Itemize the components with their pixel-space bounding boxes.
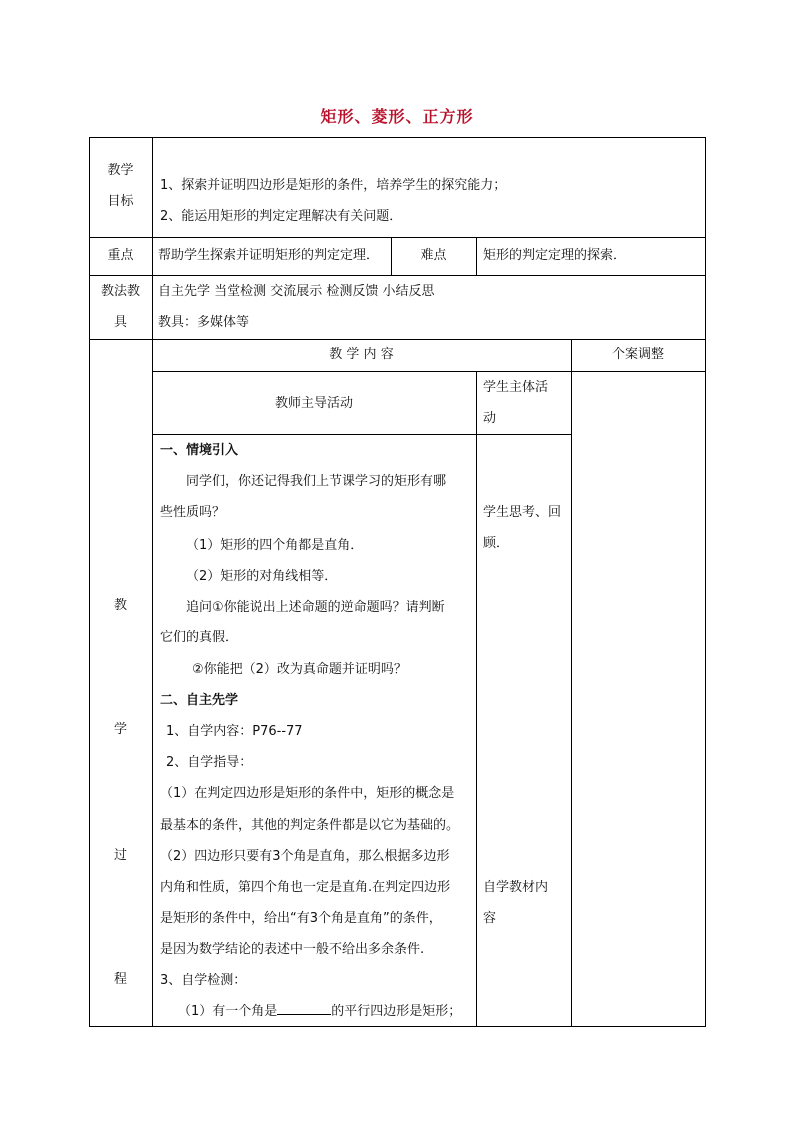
method-label-line: 教法教: [100, 284, 140, 299]
teacher-line: 追问①你能说出上述命题的逆命题吗？请判断: [186, 600, 445, 615]
teacher-line: （2）矩形的对角线相等．: [186, 569, 338, 584]
table-rule: [476, 237, 477, 275]
teacher-line: 最基本的条件，其他的判定条件都是以它为基础的。: [160, 818, 460, 833]
difficulty-text: 矩形的判定定理的探索．: [483, 248, 627, 263]
teacher-line: 是矩形的条件中，给出“有3个角是直角”的条件，: [160, 911, 442, 926]
student-activity: [483, 497, 561, 559]
check-question: [178, 996, 461, 1027]
table-rule: [571, 339, 572, 1026]
teacher-header: 教师主导活动: [274, 396, 353, 411]
check-prefix: （1）有一个角是: [178, 1004, 278, 1019]
table-rule: [705, 137, 706, 1026]
method-line: 教具：多媒体等: [158, 315, 250, 330]
goal-label-line: 目标: [107, 194, 134, 209]
table-rule: [476, 371, 477, 1026]
student-activity-line: 顾．: [483, 536, 510, 551]
section-heading: 二、自主先学: [160, 693, 239, 708]
teacher-line: 它们的真假．: [160, 630, 239, 645]
adjust-header: 个案调整: [611, 347, 664, 362]
process-label-char: 过: [113, 848, 127, 863]
teacher-line: 内角和性质，第四个角也一定是直角.在判定四边形: [160, 880, 451, 895]
student-activity-line: 容: [483, 911, 497, 926]
check-suffix: 的平行四边形是矩形；: [331, 1004, 462, 1019]
student-activity: [483, 872, 548, 934]
method-line: 自主先学 当堂检测 交流展示 检测反馈 小结反思: [158, 284, 435, 299]
goal-label-line: 教学: [107, 163, 134, 178]
table-rule: [152, 137, 153, 1026]
goal-label: [89, 155, 152, 217]
process-label-char: 程: [113, 972, 127, 987]
difficulty-label: 难点: [420, 248, 447, 263]
content-header: 教 学 内 容: [329, 347, 394, 362]
teacher-line: （1）矩形的四个角都是直角．: [186, 538, 364, 553]
process-label-char: 学: [113, 722, 127, 737]
process-label-char: 教: [113, 598, 127, 613]
table-rule: [89, 237, 706, 238]
student-header-line: 动: [483, 411, 497, 426]
method-label-line: 具: [113, 315, 127, 330]
student-header: [483, 372, 548, 434]
method-label: [89, 276, 152, 338]
student-activity-line: 自学教材内: [483, 880, 549, 895]
teacher-line: 1、自学内容：P76--77: [166, 724, 303, 739]
goal-line: 2、能运用矩形的判定定理解决有关问题．: [160, 209, 403, 224]
teacher-line: （1）在判定四边形是矩形的条件中，矩形的概念是: [160, 786, 455, 801]
teacher-line: 2、自学指导：: [166, 755, 253, 770]
teacher-line: 是因为数学结论的表述中一般不给出多余条件.: [160, 942, 425, 957]
teacher-line: ②你能把（2）改为真命题并证明吗？: [192, 662, 407, 677]
teacher-line: 同学们，你还记得我们上节课学习的矩形有哪: [186, 474, 447, 489]
key-label: 重点: [107, 248, 134, 263]
goal-line: 1、探索并证明四边形是矩形的条件，培养学生的探究能力；: [160, 178, 507, 193]
section-heading: 一、情境引入: [160, 443, 239, 458]
student-activity-line: 学生思考、回: [483, 505, 562, 520]
document-title: 矩形、菱形、正方形: [320, 107, 474, 126]
student-header-line: 学生主体活: [483, 380, 549, 395]
teacher-line: 3、自学检测：: [160, 973, 247, 988]
teacher-line: （2）四边形只要有3个角是直角，那么根据多边形: [160, 849, 450, 864]
teacher-line: 些性质吗？: [160, 505, 226, 520]
key-text: 帮助学生探索并证明矩形的判定定理．: [158, 248, 380, 263]
answer-blank: [277, 1002, 331, 1015]
table-rule: [152, 371, 706, 372]
table-rule: [89, 137, 706, 138]
